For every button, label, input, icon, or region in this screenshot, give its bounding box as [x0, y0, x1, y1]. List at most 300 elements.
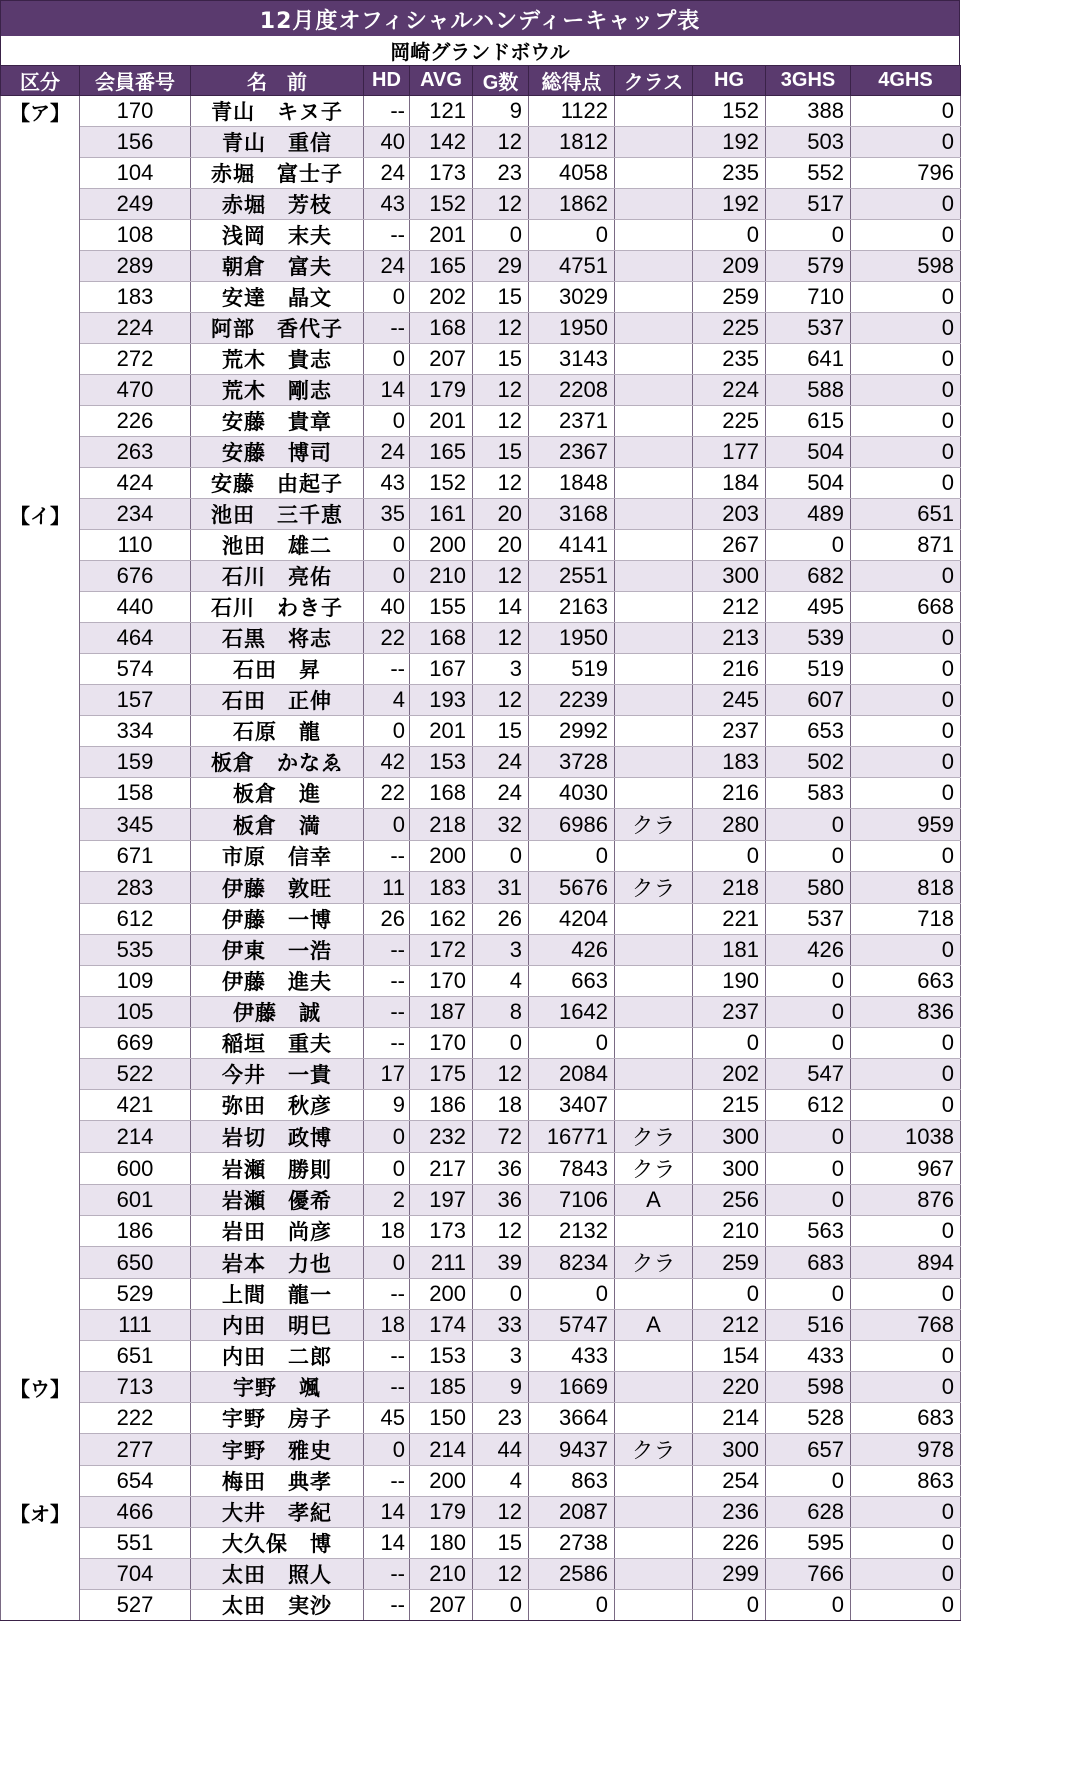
table-row — [1, 1590, 961, 1621]
cell-hg: 259 — [693, 1247, 766, 1279]
cell-kubun — [1, 1310, 80, 1341]
cell-avg: 150 — [410, 1403, 473, 1434]
cell-kubun — [1, 809, 80, 841]
cell-member-no: 421 — [80, 1090, 191, 1121]
cell-total: 1950 — [529, 313, 615, 344]
table-row — [1, 437, 961, 468]
cell-name: 池田 雄二 — [191, 530, 364, 561]
cell-avg: 179 — [410, 375, 473, 406]
cell-name: 池田 三千恵 — [191, 499, 364, 530]
cell-member-no: 214 — [80, 1121, 191, 1153]
cell-hd: 40 — [364, 127, 410, 158]
cell-games: 15 — [473, 344, 529, 375]
header-kubun: 区分 — [1, 66, 80, 96]
cell-member-no: 704 — [80, 1559, 191, 1590]
table-row — [1, 406, 961, 437]
cell-class: クラ — [615, 872, 693, 904]
cell-name: 石田 正伸 — [191, 685, 364, 716]
cell-member-no: 158 — [80, 778, 191, 809]
cell-kubun — [1, 1434, 80, 1466]
cell-avg: 172 — [410, 935, 473, 966]
cell-member-no: 111 — [80, 1310, 191, 1341]
cell-class — [615, 592, 693, 623]
cell-games: 14 — [473, 592, 529, 623]
cell-games: 12 — [473, 1559, 529, 1590]
cell-hg: 192 — [693, 127, 766, 158]
header-name: 名 前 — [191, 66, 364, 96]
cell-hg: 154 — [693, 1341, 766, 1372]
cell-games: 20 — [473, 530, 529, 561]
cell-3ghs: 489 — [766, 499, 851, 530]
cell-kubun — [1, 344, 80, 375]
cell-games: 31 — [473, 872, 529, 904]
cell-hd: 4 — [364, 685, 410, 716]
cell-avg: 165 — [410, 437, 473, 468]
handicap-table — [0, 65, 961, 1621]
cell-total: 2163 — [529, 592, 615, 623]
cell-class — [615, 1559, 693, 1590]
cell-total: 1642 — [529, 997, 615, 1028]
cell-name: 朝倉 富夫 — [191, 251, 364, 282]
table-row — [1, 1434, 961, 1466]
cell-class — [615, 158, 693, 189]
cell-3ghs: 537 — [766, 904, 851, 935]
cell-name: 阿部 香代子 — [191, 313, 364, 344]
header-total: 総得点 — [529, 66, 615, 96]
cell-4ghs: 978 — [851, 1434, 961, 1466]
cell-3ghs: 502 — [766, 747, 851, 778]
cell-games: 0 — [473, 841, 529, 872]
cell-class — [615, 778, 693, 809]
cell-hg: 235 — [693, 158, 766, 189]
cell-total: 16771 — [529, 1121, 615, 1153]
cell-member-no: 159 — [80, 747, 191, 778]
cell-avg: 170 — [410, 1028, 473, 1059]
cell-4ghs: 0 — [851, 623, 961, 654]
cell-kubun — [1, 375, 80, 406]
cell-kubun — [1, 1403, 80, 1434]
cell-3ghs: 0 — [766, 809, 851, 841]
cell-3ghs: 388 — [766, 96, 851, 127]
cell-games: 12 — [473, 127, 529, 158]
cell-4ghs: 683 — [851, 1403, 961, 1434]
cell-3ghs: 683 — [766, 1247, 851, 1279]
cell-4ghs: 0 — [851, 1090, 961, 1121]
cell-total: 3728 — [529, 747, 615, 778]
table-row — [1, 1185, 961, 1216]
cell-games: 15 — [473, 716, 529, 747]
cell-kubun — [1, 1090, 80, 1121]
cell-member-no: 600 — [80, 1153, 191, 1185]
cell-hd: 0 — [364, 1247, 410, 1279]
cell-3ghs: 710 — [766, 282, 851, 313]
cell-total: 4030 — [529, 778, 615, 809]
cell-4ghs: 796 — [851, 158, 961, 189]
cell-member-no: 234 — [80, 499, 191, 530]
cell-avg: 187 — [410, 997, 473, 1028]
cell-avg: 207 — [410, 344, 473, 375]
cell-4ghs: 959 — [851, 809, 961, 841]
cell-hg: 190 — [693, 966, 766, 997]
cell-member-no: 654 — [80, 1466, 191, 1497]
cell-class — [615, 904, 693, 935]
cell-member-no: 186 — [80, 1216, 191, 1247]
cell-games: 15 — [473, 1528, 529, 1559]
cell-class — [615, 623, 693, 654]
cell-hg: 0 — [693, 1279, 766, 1310]
cell-hg: 220 — [693, 1372, 766, 1403]
cell-hg: 299 — [693, 1559, 766, 1590]
cell-4ghs: 876 — [851, 1185, 961, 1216]
cell-games: 29 — [473, 251, 529, 282]
cell-class — [615, 251, 693, 282]
cell-name: 宇野 房子 — [191, 1403, 364, 1434]
cell-hg: 216 — [693, 654, 766, 685]
cell-class — [615, 530, 693, 561]
cell-member-no: 466 — [80, 1497, 191, 1528]
table-row — [1, 716, 961, 747]
table-row — [1, 375, 961, 406]
cell-avg: 202 — [410, 282, 473, 313]
cell-hd: -- — [364, 1590, 410, 1621]
cell-hg: 212 — [693, 1310, 766, 1341]
cell-hd: -- — [364, 1341, 410, 1372]
cell-name: 岩田 尚彦 — [191, 1216, 364, 1247]
cell-member-no: 650 — [80, 1247, 191, 1279]
cell-avg: 201 — [410, 716, 473, 747]
cell-class — [615, 1372, 693, 1403]
cell-class: クラ — [615, 1434, 693, 1466]
cell-games: 0 — [473, 220, 529, 251]
cell-member-no: 289 — [80, 251, 191, 282]
cell-3ghs: 0 — [766, 1185, 851, 1216]
cell-total: 3664 — [529, 1403, 615, 1434]
cell-member-no: 551 — [80, 1528, 191, 1559]
cell-member-no: 669 — [80, 1028, 191, 1059]
cell-4ghs: 0 — [851, 127, 961, 158]
cell-member-no: 272 — [80, 344, 191, 375]
cell-hg: 218 — [693, 872, 766, 904]
cell-member-no: 249 — [80, 189, 191, 220]
cell-total: 5676 — [529, 872, 615, 904]
cell-class — [615, 96, 693, 127]
cell-kubun — [1, 1216, 80, 1247]
cell-games: 15 — [473, 282, 529, 313]
cell-name: 板倉 進 — [191, 778, 364, 809]
cell-avg: 183 — [410, 872, 473, 904]
cell-3ghs: 615 — [766, 406, 851, 437]
cell-hd: 0 — [364, 561, 410, 592]
cell-class — [615, 220, 693, 251]
cell-4ghs: 0 — [851, 437, 961, 468]
cell-hd: 14 — [364, 375, 410, 406]
cell-total: 426 — [529, 935, 615, 966]
cell-hg: 177 — [693, 437, 766, 468]
cell-hg: 210 — [693, 1216, 766, 1247]
cell-name: 梅田 典孝 — [191, 1466, 364, 1497]
cell-total: 4751 — [529, 251, 615, 282]
cell-name: 伊東 一浩 — [191, 935, 364, 966]
table-row — [1, 96, 961, 127]
cell-4ghs: 836 — [851, 997, 961, 1028]
cell-3ghs: 612 — [766, 1090, 851, 1121]
cell-member-no: 226 — [80, 406, 191, 437]
cell-avg: 218 — [410, 809, 473, 841]
cell-avg: 155 — [410, 592, 473, 623]
cell-hd: 24 — [364, 251, 410, 282]
cell-name: 岩瀬 優希 — [191, 1185, 364, 1216]
cell-3ghs: 433 — [766, 1341, 851, 1372]
cell-class: クラ — [615, 809, 693, 841]
cell-kubun — [1, 1059, 80, 1090]
cell-3ghs: 583 — [766, 778, 851, 809]
cell-hd: 0 — [364, 406, 410, 437]
cell-avg: 175 — [410, 1059, 473, 1090]
cell-4ghs: 967 — [851, 1153, 961, 1185]
cell-kubun — [1, 1028, 80, 1059]
cell-member-no: 464 — [80, 623, 191, 654]
cell-name: 荒木 剛志 — [191, 375, 364, 406]
cell-games: 12 — [473, 313, 529, 344]
cell-games: 3 — [473, 935, 529, 966]
cell-hg: 245 — [693, 685, 766, 716]
cell-name: 石田 昇 — [191, 654, 364, 685]
table-row — [1, 1247, 961, 1279]
cell-4ghs: 0 — [851, 1028, 961, 1059]
table-row — [1, 592, 961, 623]
cell-hd: 22 — [364, 623, 410, 654]
cell-games: 9 — [473, 1372, 529, 1403]
cell-kubun: 【オ】 — [1, 1497, 80, 1528]
cell-hg: 254 — [693, 1466, 766, 1497]
cell-hd: 24 — [364, 437, 410, 468]
cell-hd: 0 — [364, 1434, 410, 1466]
cell-3ghs: 516 — [766, 1310, 851, 1341]
cell-member-no: 470 — [80, 375, 191, 406]
cell-hd: -- — [364, 1559, 410, 1590]
cell-total: 9437 — [529, 1434, 615, 1466]
cell-hd: 35 — [364, 499, 410, 530]
cell-hg: 152 — [693, 96, 766, 127]
cell-class — [615, 966, 693, 997]
cell-kubun — [1, 1559, 80, 1590]
cell-member-no: 527 — [80, 1590, 191, 1621]
cell-avg: 217 — [410, 1153, 473, 1185]
cell-total: 1848 — [529, 468, 615, 499]
cell-avg: 168 — [410, 778, 473, 809]
cell-games: 0 — [473, 1590, 529, 1621]
cell-name: 赤堀 富士子 — [191, 158, 364, 189]
cell-hd: 11 — [364, 872, 410, 904]
cell-kubun — [1, 997, 80, 1028]
cell-3ghs: 0 — [766, 1590, 851, 1621]
cell-3ghs: 563 — [766, 1216, 851, 1247]
cell-games: 12 — [473, 1059, 529, 1090]
cell-hd: 14 — [364, 1497, 410, 1528]
cell-3ghs: 0 — [766, 1279, 851, 1310]
cell-kubun — [1, 685, 80, 716]
cell-hd: 0 — [364, 344, 410, 375]
cell-4ghs: 598 — [851, 251, 961, 282]
cell-3ghs: 426 — [766, 935, 851, 966]
cell-avg: 165 — [410, 251, 473, 282]
cell-hg: 183 — [693, 747, 766, 778]
cell-games: 12 — [473, 1497, 529, 1528]
cell-3ghs: 547 — [766, 1059, 851, 1090]
cell-name: 大井 孝紀 — [191, 1497, 364, 1528]
cell-kubun — [1, 592, 80, 623]
cell-hg: 213 — [693, 623, 766, 654]
cell-4ghs: 0 — [851, 1279, 961, 1310]
cell-kubun — [1, 282, 80, 313]
cell-hg: 267 — [693, 530, 766, 561]
cell-total: 1862 — [529, 189, 615, 220]
cell-games: 12 — [473, 561, 529, 592]
cell-member-no: 440 — [80, 592, 191, 623]
table-row — [1, 282, 961, 313]
cell-4ghs: 0 — [851, 1590, 961, 1621]
cell-games: 12 — [473, 1216, 529, 1247]
cell-3ghs: 0 — [766, 1028, 851, 1059]
cell-class — [615, 1090, 693, 1121]
table-row — [1, 313, 961, 344]
cell-3ghs: 0 — [766, 1121, 851, 1153]
cell-name: 青山 重信 — [191, 127, 364, 158]
cell-games: 12 — [473, 623, 529, 654]
cell-hg: 0 — [693, 841, 766, 872]
cell-games: 12 — [473, 468, 529, 499]
table-row — [1, 935, 961, 966]
cell-name: 稲垣 重夫 — [191, 1028, 364, 1059]
cell-total: 5747 — [529, 1310, 615, 1341]
cell-total: 0 — [529, 1279, 615, 1310]
cell-3ghs: 537 — [766, 313, 851, 344]
table-body — [1, 96, 961, 1621]
cell-3ghs: 657 — [766, 1434, 851, 1466]
header-avg: AVG — [410, 66, 473, 96]
cell-4ghs: 0 — [851, 716, 961, 747]
cell-name: 安藤 由起子 — [191, 468, 364, 499]
cell-3ghs: 0 — [766, 1153, 851, 1185]
cell-4ghs: 0 — [851, 282, 961, 313]
cell-member-no: 345 — [80, 809, 191, 841]
cell-hg: 300 — [693, 1434, 766, 1466]
cell-hd: 2 — [364, 1185, 410, 1216]
cell-hg: 236 — [693, 1497, 766, 1528]
cell-class — [615, 282, 693, 313]
cell-hd: -- — [364, 1028, 410, 1059]
venue-subtitle: 岡崎グランドボウル — [0, 36, 960, 65]
cell-hd: -- — [364, 1466, 410, 1497]
table-row — [1, 1559, 961, 1590]
cell-hd: 45 — [364, 1403, 410, 1434]
cell-total: 0 — [529, 1590, 615, 1621]
cell-hg: 209 — [693, 251, 766, 282]
cell-avg: 197 — [410, 1185, 473, 1216]
cell-total: 433 — [529, 1341, 615, 1372]
cell-4ghs: 0 — [851, 189, 961, 220]
cell-member-no: 651 — [80, 1341, 191, 1372]
cell-class — [615, 468, 693, 499]
cell-kubun — [1, 778, 80, 809]
table-row — [1, 872, 961, 904]
cell-name: 今井 一貴 — [191, 1059, 364, 1090]
cell-avg: 168 — [410, 623, 473, 654]
cell-hg: 225 — [693, 313, 766, 344]
cell-class — [615, 127, 693, 158]
cell-hg: 300 — [693, 1121, 766, 1153]
cell-4ghs: 0 — [851, 344, 961, 375]
cell-games: 9 — [473, 96, 529, 127]
cell-class: クラ — [615, 1247, 693, 1279]
cell-3ghs: 519 — [766, 654, 851, 685]
cell-name: 石黒 将志 — [191, 623, 364, 654]
cell-games: 33 — [473, 1310, 529, 1341]
cell-member-no: 612 — [80, 904, 191, 935]
cell-games: 24 — [473, 747, 529, 778]
table-row — [1, 220, 961, 251]
cell-avg: 180 — [410, 1528, 473, 1559]
cell-hd: -- — [364, 841, 410, 872]
cell-member-no: 522 — [80, 1059, 191, 1090]
cell-3ghs: 0 — [766, 841, 851, 872]
header-hg: HG — [693, 66, 766, 96]
cell-kubun — [1, 437, 80, 468]
cell-name: 内田 明巳 — [191, 1310, 364, 1341]
cell-name: 青山 キヌ子 — [191, 96, 364, 127]
cell-4ghs: 0 — [851, 1059, 961, 1090]
cell-total: 3029 — [529, 282, 615, 313]
cell-avg: 193 — [410, 685, 473, 716]
cell-member-no: 109 — [80, 966, 191, 997]
cell-total: 663 — [529, 966, 615, 997]
cell-class — [615, 1059, 693, 1090]
cell-games: 39 — [473, 1247, 529, 1279]
cell-member-no: 535 — [80, 935, 191, 966]
cell-class — [615, 997, 693, 1028]
cell-hg: 280 — [693, 809, 766, 841]
cell-total: 2586 — [529, 1559, 615, 1590]
table-row — [1, 1279, 961, 1310]
table-row — [1, 1216, 961, 1247]
cell-hd: 40 — [364, 592, 410, 623]
table-row — [1, 158, 961, 189]
cell-class — [615, 1528, 693, 1559]
cell-member-no: 104 — [80, 158, 191, 189]
cell-name: 伊藤 誠 — [191, 997, 364, 1028]
cell-avg: 153 — [410, 747, 473, 778]
cell-hd: -- — [364, 1279, 410, 1310]
cell-3ghs: 0 — [766, 997, 851, 1028]
header-hd: HD — [364, 66, 410, 96]
table-row — [1, 654, 961, 685]
cell-avg: 121 — [410, 96, 473, 127]
cell-class — [615, 654, 693, 685]
cell-4ghs: 894 — [851, 1247, 961, 1279]
cell-name: 岩瀬 勝則 — [191, 1153, 364, 1185]
cell-4ghs: 818 — [851, 872, 961, 904]
cell-kubun — [1, 1279, 80, 1310]
cell-class — [615, 1466, 693, 1497]
cell-class — [615, 1341, 693, 1372]
cell-total: 1122 — [529, 96, 615, 127]
table-row — [1, 966, 961, 997]
cell-games: 36 — [473, 1153, 529, 1185]
cell-class — [615, 189, 693, 220]
cell-total: 2087 — [529, 1497, 615, 1528]
cell-hd: 26 — [364, 904, 410, 935]
table-row — [1, 904, 961, 935]
